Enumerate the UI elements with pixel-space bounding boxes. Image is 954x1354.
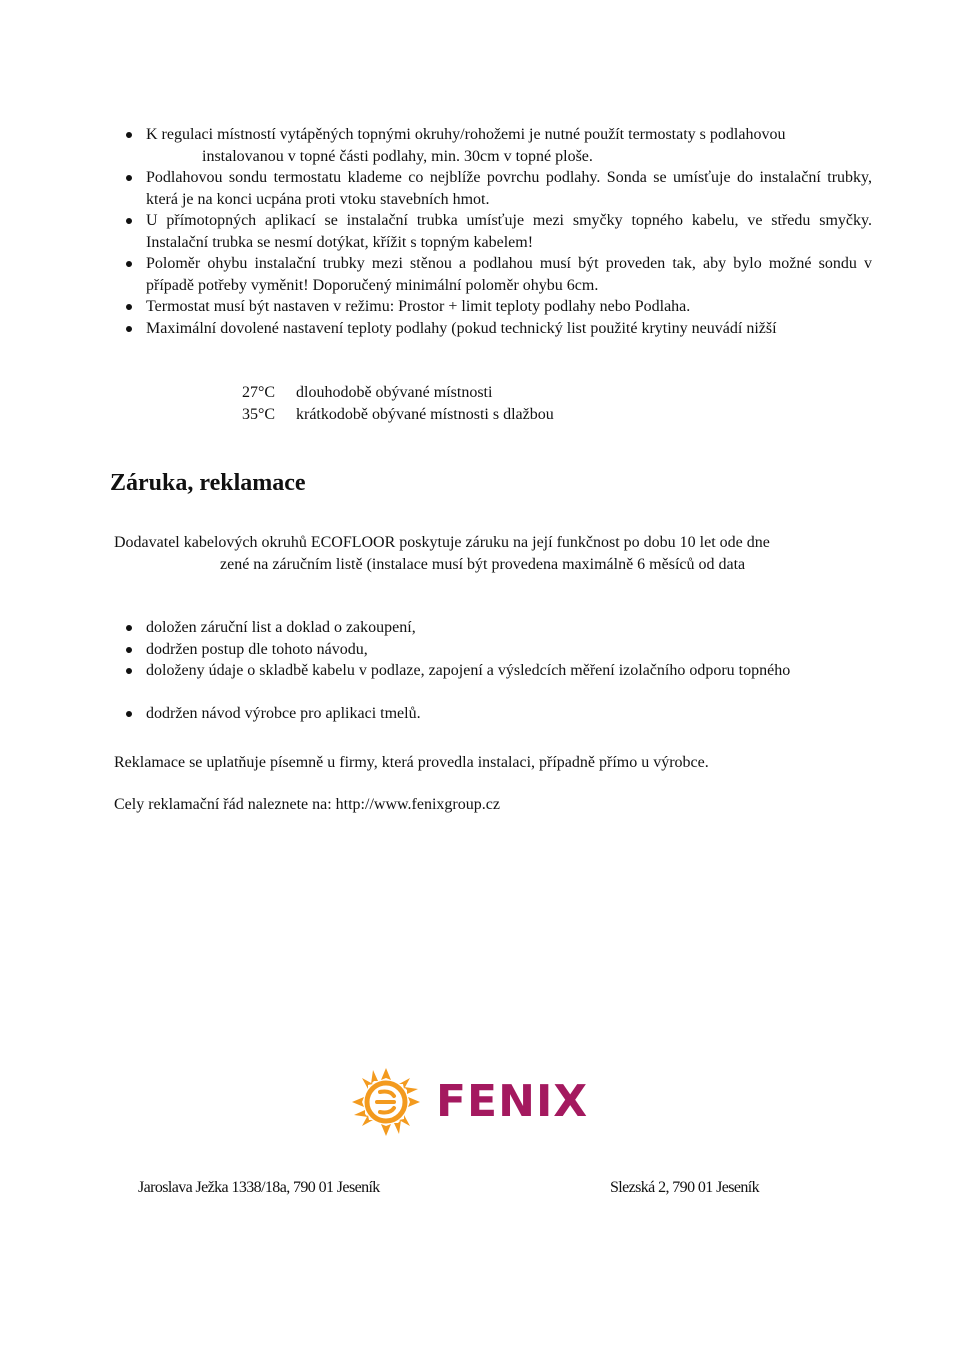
list-item-text: Termostat musí být nastaven v režimu: Prostor + limit teploty podlahy nebo Podlaha. (146, 298, 691, 315)
list-item-text: Podlahovou sondu termostatu klademe co nejblíže povrchu podlahy. Sonda se umísťuje do instalační trubky, která je na konci ucpána proti vtoku stavebních hmot. (146, 169, 872, 208)
list-item-text: K regulaci místností vytápěných topnými okruhy/rohožemi je nutné použít termostaty s podlahovou (146, 126, 786, 143)
claim-paragraph: Reklamace se uplatňuje písemně u firmy, která provedla instalaci, případně přímo u výrobce. (114, 754, 709, 771)
warranty-heading: Záruka, reklamace (110, 470, 306, 496)
temperature-value: 35°C (242, 405, 276, 423)
warranty-intro (114, 532, 874, 575)
footer-address-right: Slezská 2, 790 01 Jeseník (610, 1179, 759, 1196)
warranty-conditions-list (122, 617, 872, 724)
temperature-value: 27°C (242, 384, 276, 401)
list-item-text: Poloměr ohybu instalační trubky mezi stěnou a podlahou musí být proveden tak, aby bylo možné sondu v případě potřeby vyměnit! Doporučený minimální poloměr ohybu 6cm. (146, 255, 872, 294)
list-item-text: doloženy údaje o skladbě kabelu v podlaze, zapojení a výsledcích měření izolačního odporu topného (146, 662, 791, 679)
list-item (122, 617, 872, 639)
logo-wordmark: FENIX (436, 1076, 589, 1127)
list-item (122, 703, 872, 725)
list-item-text: Maximální dovolené nastavení teploty podlahy (pokud technický list použité krytiny neuvádí nižší (146, 319, 777, 337)
list-item-text: dodržen návod výrobce pro aplikaci tmelů. (146, 704, 421, 722)
temperature-row (242, 382, 554, 404)
list-item (122, 124, 872, 167)
claim-order-text[interactable]: Cely reklamační řád naleznete na: http://www.fenixgroup.cz (114, 796, 500, 813)
fenix-logo (350, 1066, 588, 1138)
sun-icon (350, 1066, 422, 1138)
footer-address-left: Jaroslava Ježka 1338/18a, 790 01 Jeseník (138, 1179, 380, 1196)
list-item (122, 167, 872, 210)
list-item-continuation: instalovanou v topné části podlahy, min. 30cm v topné ploše. (202, 147, 593, 165)
install-notes-list (122, 124, 872, 339)
list-item (122, 296, 872, 318)
warranty-intro-line2: zené na záručním listě (instalace musí být provedena maximálně 6 měsíců od data (220, 555, 746, 573)
floor-temperature-list (242, 382, 554, 425)
temperature-row (242, 404, 554, 426)
claim-order-paragraph (114, 794, 874, 816)
temperature-label: krátkodobě obývané místnosti s dlažbou (296, 405, 554, 423)
list-item-text: dodržen postup dle tohoto návodu, (146, 640, 368, 658)
list-item (122, 253, 872, 296)
list-item (122, 639, 872, 661)
list-item (122, 660, 872, 682)
list-item (122, 318, 872, 340)
list-item-text: U přímotopných aplikací se instalační trubka umísťuje mezi smyčky topného kabelu, ve středu smyčky. Instalační trubka se nesmí dotýkat, křížit s topným kabelem! (146, 212, 872, 251)
warranty-intro-line1: Dodavatel kabelových okruhů ECOFLOOR poskytuje záruku na její funkčnost po dobu 10 let ode dne (114, 534, 770, 551)
temperature-label: dlouhodobě obývané místnosti (296, 384, 493, 401)
list-item (122, 210, 872, 253)
list-item-text: doložen záruční list a doklad o zakoupení, (146, 619, 416, 636)
